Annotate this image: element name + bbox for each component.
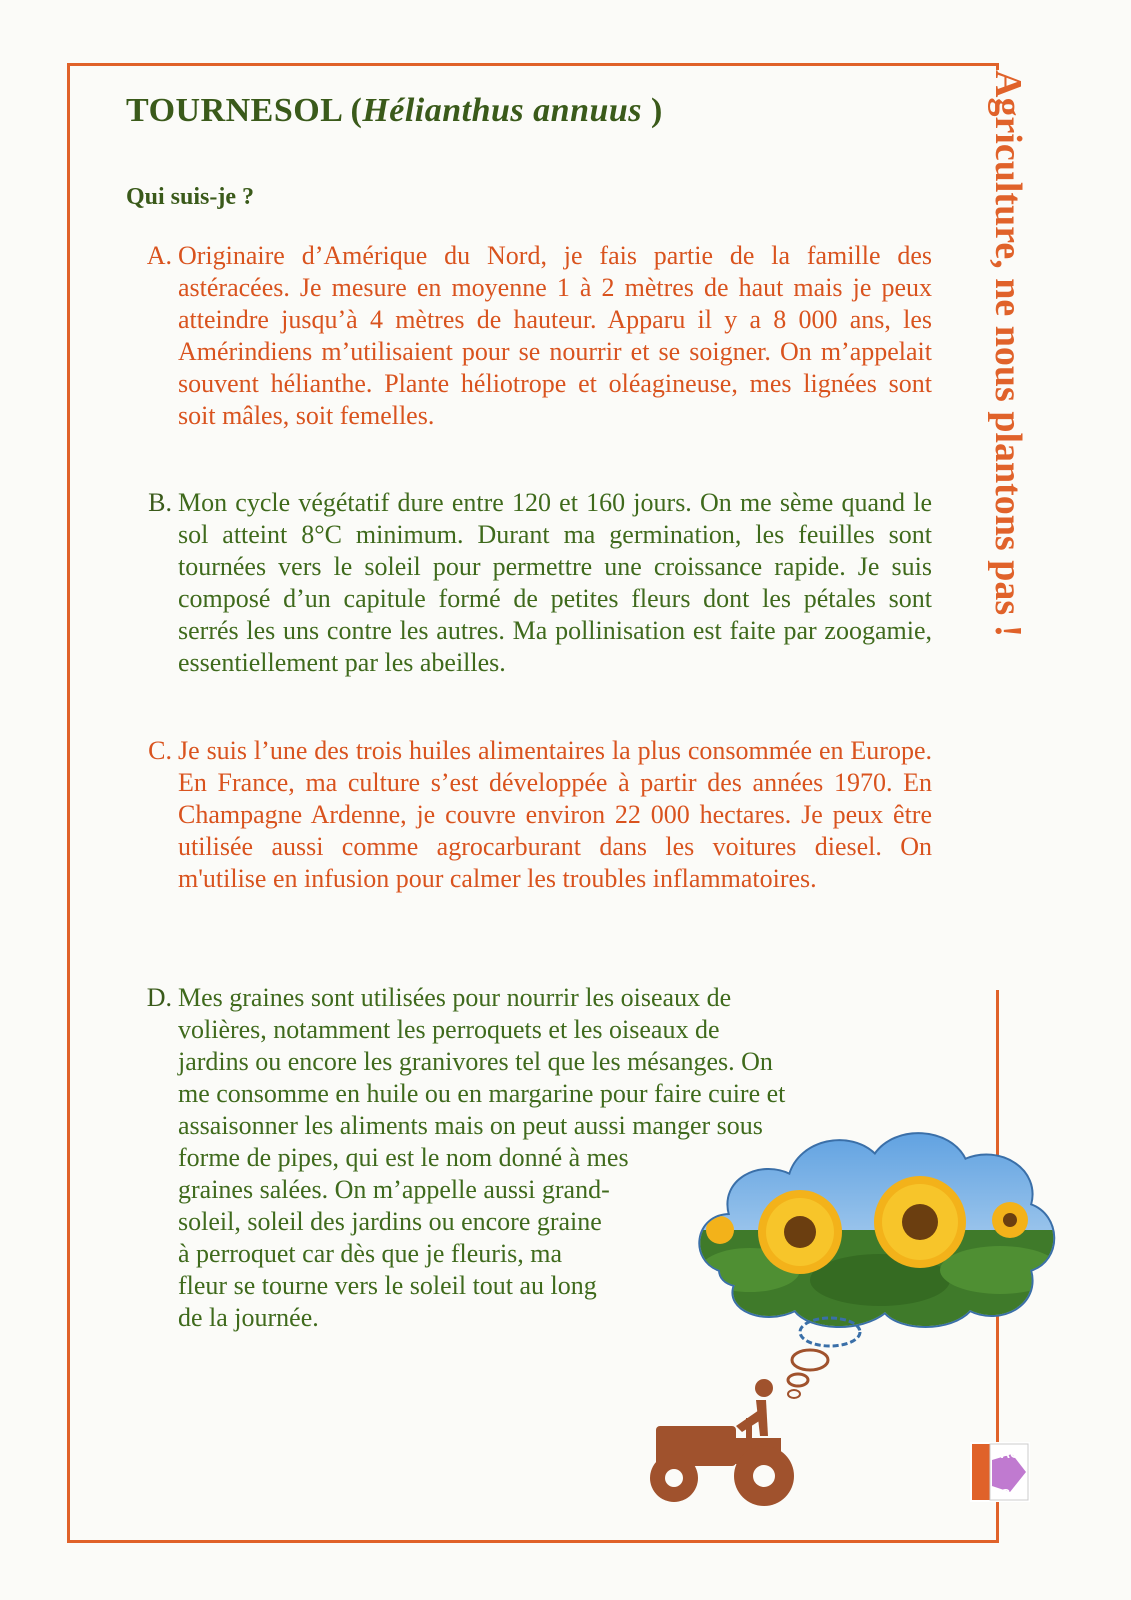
clue-text-line: assaisonner les aliments mais on peut aussi manger sous <box>178 1111 763 1140</box>
clue-text-line: graines salées. On m’appelle aussi grand- <box>178 1175 610 1204</box>
tractor-icon <box>636 1378 806 1508</box>
clue-letter: D. <box>146 983 172 1012</box>
clue-item-b <box>120 487 932 679</box>
clue-text-line: jardins ou encore les granivores tel que les mésanges. On <box>178 1047 773 1076</box>
clue-text-line: me consomme en huile ou en margarine pour faire cuire et <box>178 1079 786 1108</box>
acca-logo <box>970 1442 1030 1502</box>
clue-text-line: de la journée. <box>178 1303 319 1332</box>
sunflower-right <box>874 1176 966 1268</box>
title-end-text: ) <box>642 92 663 129</box>
logo-text-bottom: CA <box>1000 1486 1020 1501</box>
page-title <box>126 92 663 130</box>
sunflower-left <box>758 1190 842 1274</box>
clue-text-line: soleil, soleil des jardins ou encore graine <box>178 1207 602 1236</box>
subtitle-qui-suis-je: Qui suis-je ? <box>126 184 255 210</box>
clue-letter: A. <box>146 241 172 270</box>
logo-text-top: AC <box>1000 1446 1020 1461</box>
clue-text: Originaire d’Amérique du Nord, je fais partie de la famille des astéracées. Je mesure en moyenne 1 à 2 mètres de haut mais je peux atteindre jusqu’à 4 mètres de hauteur. Apparu il y a 8 000 ans, les Amérindiens m’utilisaient pour se nourrir et se soigner. On m’appelait souvent hélianthe. Plante héliotrope et oléagineuse, mes lignées sont soit mâles, soit femelles. <box>178 241 932 430</box>
clue-text-line: forme de pipes, qui est le nom donné à mes <box>178 1143 629 1172</box>
clue-text-line: fleur se tourne vers le soleil tout au long <box>178 1271 597 1300</box>
title-latin-name: Hélianthus annuus <box>362 92 643 129</box>
sunflower-cloud-image <box>690 1120 1060 1330</box>
clue-text-line: à perroquet car dès que je fleuris, ma <box>178 1239 563 1268</box>
title-main-text: TOURNESOL ( <box>126 92 363 129</box>
clue-text-line: volières, notamment les perroquets et les oiseaux de <box>178 1015 720 1044</box>
clue-text: Mon cycle végétatif dure entre 120 et 160 jours. On me sème quand le sol atteint 8°C minimum. Durant ma germination, les feuilles sont tournées vers le soleil pour permettre une croissance rapide. Je suis composé d’un capitule formé de petites fleurs dont les pétales sont serrés les uns contre les autres. Ma pollinisation est faite par zoogamie, essentiellement par les abeilles. <box>178 488 932 677</box>
clue-text-line: Mes graines sont utilisées pour nourrir les oiseaux de <box>178 983 732 1012</box>
clue-text: Je suis l’une des trois huiles alimentaires la plus consommée en Europe. En France, ma culture s’est développée à partir des années 1970. En Champagne Ardenne, je couvre environ 22 000 hectares. Je peux être utilisée aussi comme agrocarburant dans les voitures diesel. On m'utilise en infusion pour calmer les troubles inflammatoires. <box>178 736 932 893</box>
clue-item-c <box>120 735 932 895</box>
clue-letter: C. <box>148 736 172 765</box>
side-vertical-title: Agriculture, ne nous plantons pas ! <box>978 70 1038 990</box>
clue-item-a <box>120 240 932 432</box>
clue-letter: B. <box>148 488 172 517</box>
